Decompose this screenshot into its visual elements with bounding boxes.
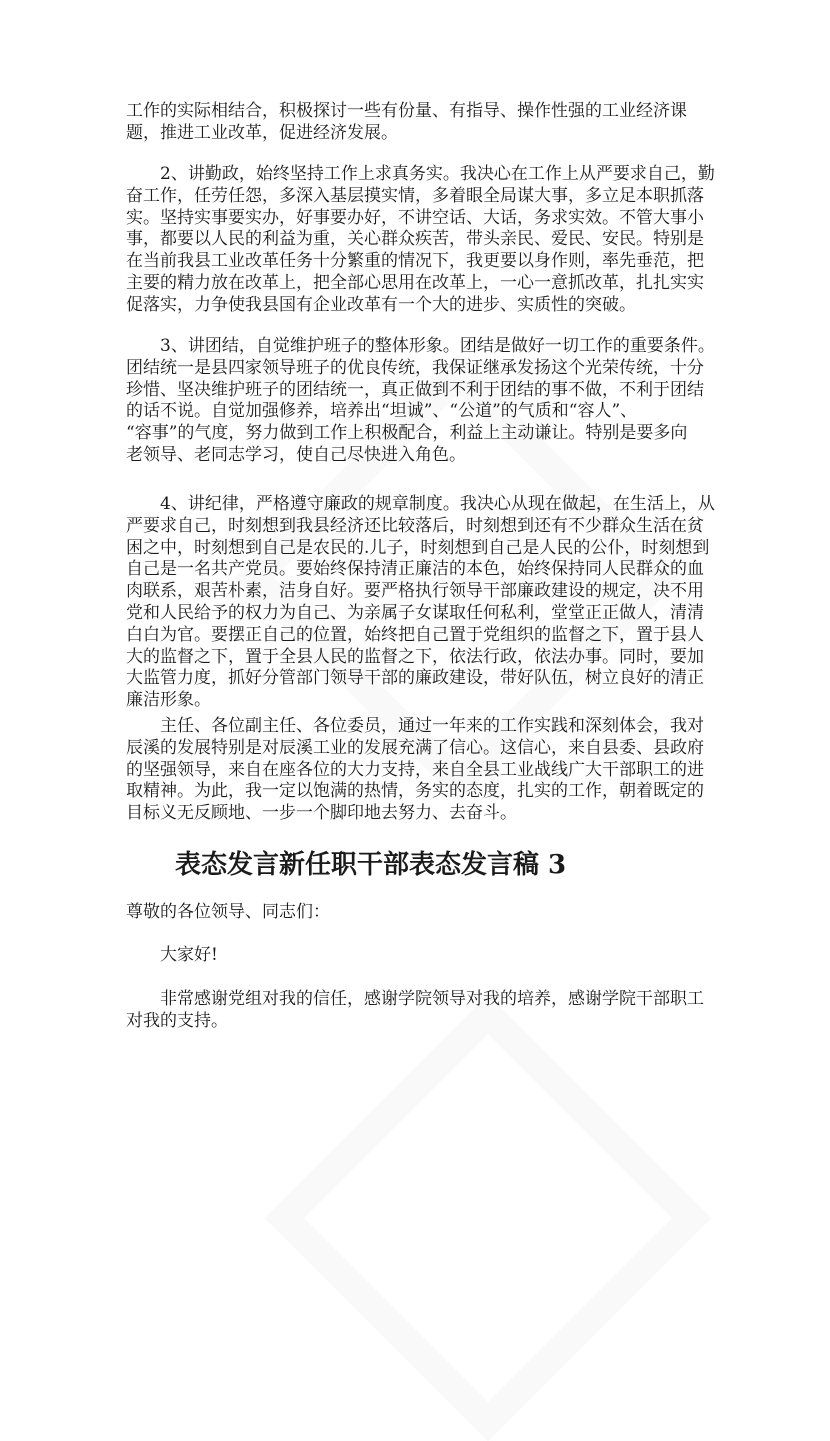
text-line: 实。坚持实事要实办，好事要办好，不讲空话、大话，务求实效。不管大事小	[126, 207, 704, 228]
text-line: 严要求自己，时刻想到我县经济还比较落后，时刻想到还有不少群众生活在贫	[126, 515, 704, 536]
text-line: 非常感谢党组对我的信任，感谢学院领导对我的培养，感谢学院干部职工	[160, 989, 704, 1009]
text-line: 党和人民给予的权力为自己、为亲属子女谋取任何私利，堂堂正正做人，清清	[126, 602, 704, 623]
text-line: 主任、各位副主任、各位委员，通过一年来的工作实践和深刻体会，我对	[160, 716, 704, 736]
text-line: 老领导、老同志学习，使自己尽快进入角色。	[126, 444, 466, 465]
text-line: 对我的支持。	[126, 1010, 228, 1031]
text-line: 团结统一是县四家领导班子的优良传统，我保证继承发扬这个光荣传统，十分	[126, 357, 704, 378]
paragraph	[126, 989, 726, 1033]
text-line: 主要的精力放在改革上，把全部心思用在改革上，一心一意抓改革，扎扎实实	[126, 272, 704, 293]
text-line: 廉洁形象。	[126, 690, 211, 711]
text-line: 在当前我县工业改革任务十分繁重的情况下，我更要以身作则，率先垂范，把	[126, 251, 704, 272]
text-line: 尊敬的各位领导、同志们：	[126, 902, 330, 922]
section-title: 表态发言新任职干部表态发言稿 3	[175, 850, 567, 880]
text-line: 工作的实际相结合，积极探讨一些有份量、有指导、操作性强的工业经济课	[126, 101, 687, 121]
text-line: 自己是一名共产党员。要始终保持清正廉洁的本色，始终保持同人民群众的血	[126, 559, 704, 580]
salutation	[126, 902, 726, 924]
text-line: 事，都要以人民的利益为重，关心群众疾苦，带头亲民、爱民、安民。特别是	[126, 229, 704, 250]
paragraph	[126, 716, 726, 825]
text-line: 题，推进工业改革，促进经济发展。	[126, 122, 398, 143]
text-line: 辰溪的发展特别是对辰溪工业的发展充满了信心。这信心，来自县委、县政府	[126, 737, 704, 758]
text-line: 肉联系，艰苦朴素，洁身自好。要严格执行领导干部廉政建设的规定，决不用	[126, 581, 704, 602]
text-line: 白白为官。要摆正自己的位置，始终把自己置于党组织的监督之下，置于县人	[126, 624, 704, 645]
text-line: “容事”的气度，努力做到工作上积极配合，利益上主动谦让。特别是要多向	[126, 423, 688, 444]
text-line: 珍惜、坚决维护班子的团结统一，真正做到不利于团结的事不做，不利于团结	[126, 379, 704, 400]
text-line: 大家好!	[160, 945, 218, 965]
text-line: 目标义无反顾地、一步一个脚印地去努力、去奋斗。	[126, 803, 517, 824]
greeting	[126, 945, 726, 967]
text-line: 促落实，力争使我县国有企业改革有一个大的进步、实质性的突破。	[126, 294, 636, 315]
paragraph	[126, 164, 726, 317]
text-line: 4、讲纪律，严格遵守廉政的规章制度。我决心从现在做起，在生活上，从	[160, 494, 715, 514]
text-line: 3、讲团结，自觉维护班子的整体形象。团结是做好一切工作的重要条件。	[160, 336, 715, 356]
text-line: 大监管力度，抓好分管部门领导干部的廉政建设，带好队伍，树立良好的清正	[126, 668, 704, 689]
text-line: 大的监督之下，置于全县人民的监督之下，依法行政，依法办事。同时，要加	[126, 646, 704, 667]
text-line: 的话不说。自觉加强修养，培养出“坦诚”、“公道”的气质和“容人”、	[126, 401, 638, 422]
text-line: 2、讲勤政，始终坚持工作上求真务实。我决心在工作上从严要求自己，勤	[160, 164, 715, 184]
text-line: 困之中，时刻想到自己是农民的.儿子，时刻想到自己是人民的公仆，时刻想到	[126, 537, 710, 558]
paragraph	[126, 336, 726, 467]
paragraph	[126, 101, 726, 145]
text-line: 奋工作，任劳任怨，多深入基层摸实情，多着眼全局谋大事，多立足本职抓落	[126, 185, 704, 206]
text-line: 取精神。为此，我一定以饱满的热情，务实的态度，扎实的工作，朝着既定的	[126, 781, 704, 802]
watermark	[265, 995, 712, 1441]
text-line: 的坚强领导，来自在座各位的大力支持，来自全县工业战线广大干部职工的进	[126, 759, 704, 780]
paragraph	[126, 494, 726, 712]
